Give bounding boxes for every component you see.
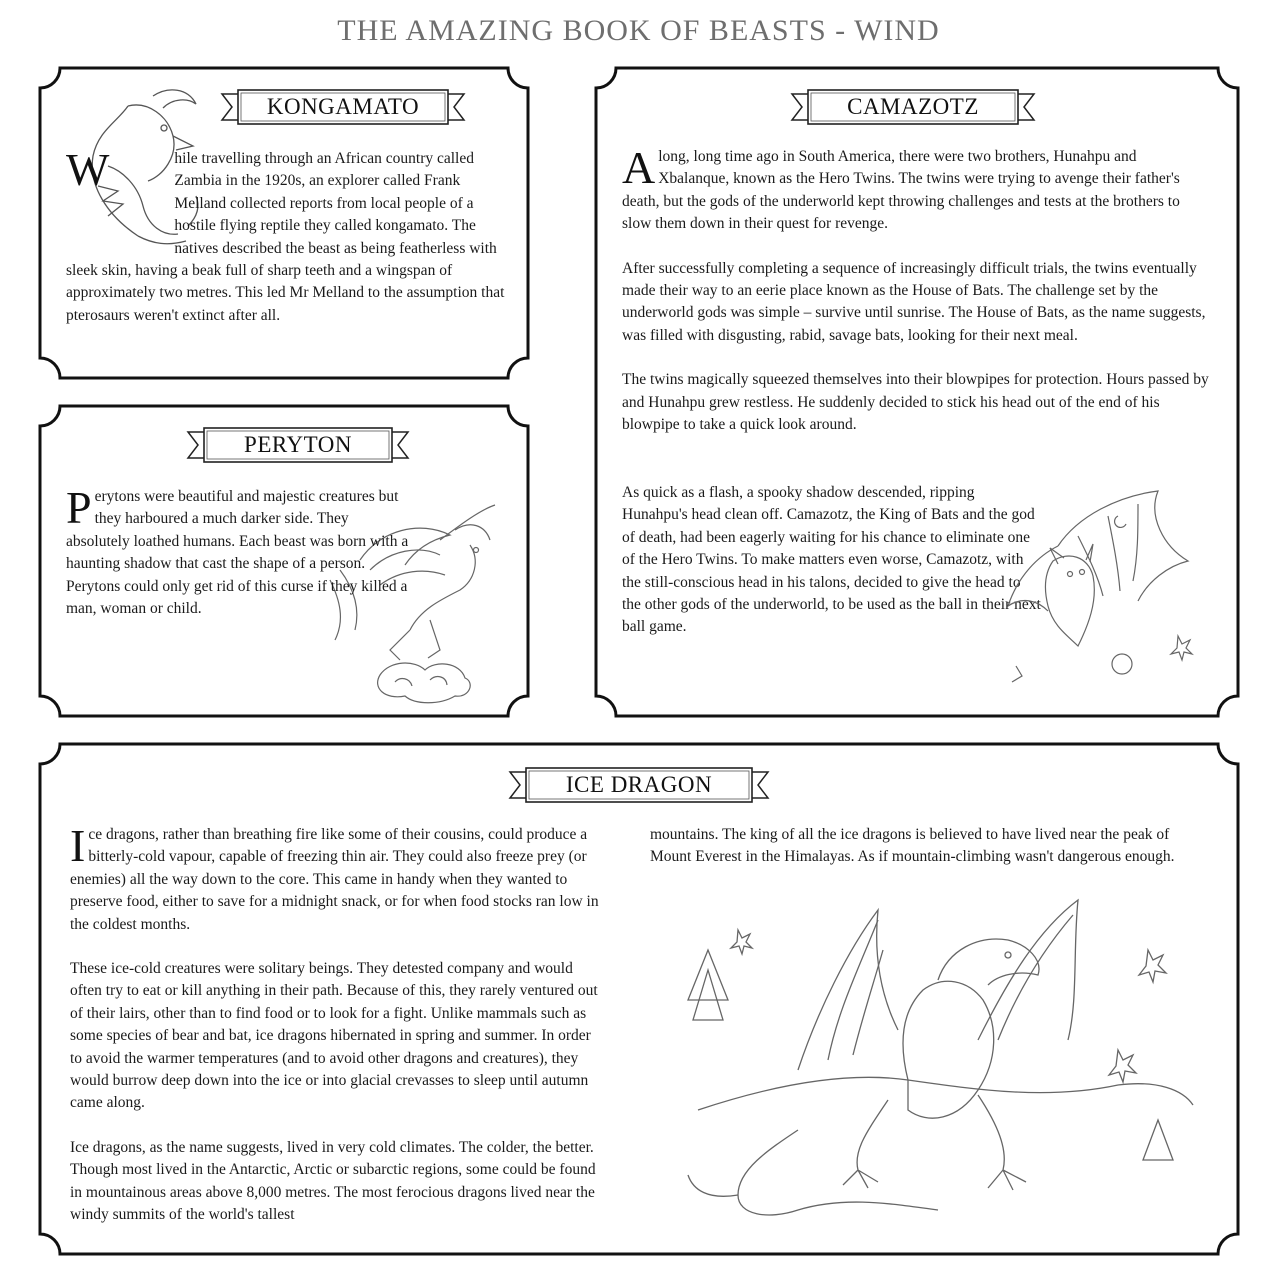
body-paragraph: hile travelling through an African country called Zambia in the 1920s, an explorer called Frank Melland collected reports from local people of a hostile flying reptile they called kongamato. The natives described the beast as being featherless with sleek skin, having a beak full of sharp teeth and a wingspan of approximately two metres. This led Mr Melland to the assumption that pterosaurs weren't extinct after all. — [66, 150, 505, 324]
body-paragraph: The twins magically squeezed themselves into their blowpipes for protection. Hours passed by and Hunahpu grew restless. He suddenly decided to stick his head out of the end of his blowpipe to take a quick look around. — [622, 371, 1209, 434]
body-paragraph: These ice-cold creatures were solitary beings. They detested company and would often try to eat or kill anything in their path. Because of this, they rarely ventured out of their lairs, other than to find food or to look for a fight. Unlike mammals such as some species of bear and bat, ice dragons hibernated in spring and summer. In order to avoid the warmer temperatures (and to avoid other dragons and creatures), they would burrow deep down into the ice or into glacial crevasses to sleep until autumn came along. — [70, 960, 598, 1112]
page-title: THE AMAZING BOOK OF BEASTS - WIND — [337, 14, 940, 47]
drop-cap: W — [66, 144, 110, 195]
body-paragraph: Ice dragons, as the name suggests, lived in very cold climates. The colder, the better. Though most lived in the Antarctic, Arctic or subarctic regions, some could be found in mountainous areas above 8,000 metres. The most ferocious dragons lived near the windy summits of the world's tallest — [70, 1138, 596, 1224]
banner-camazotz — [790, 88, 1036, 126]
dragon-icon — [678, 890, 1198, 1250]
ice-dragon-text-right — [650, 824, 1198, 869]
peryton-text — [66, 482, 412, 620]
card-kongamato — [38, 66, 530, 380]
drop-cap: A — [622, 142, 656, 193]
body-paragraph: ce dragons, rather than breathing fire like some of their cousins, could produce a bitterly-cold vapour, capable of freezing thin air. They could also freeze prey (or enemies) all the way down to the core. This came in handy when they wanted to preserve food, either to save for a midnight snack, or for when food stocks ran low in the coldest months. — [70, 826, 599, 933]
drop-cap: I — [70, 820, 86, 871]
card-peryton — [38, 404, 530, 718]
kongamato-text — [66, 144, 512, 327]
bat-icon — [998, 486, 1198, 696]
ice-dragon-text-left — [70, 820, 602, 1227]
body-paragraph: erytons were beautiful and majestic creatures but they harboured a much darker side. They absolutely loathed humans. Each beast was born with a haunting shadow that cast the shape of a person. Perytons could only get rid of this curse if they killed a man, woman or child. — [66, 488, 409, 618]
body-paragraph: mountains. The king of all the ice dragons is believed to have lived near the peak of Mount Everest in the Himalayas. As if mountain-climbing wasn't dangerous enough. — [650, 826, 1175, 866]
card-title: ICE DRAGON — [565, 772, 713, 797]
body-paragraph: As quick as a flash, a spooky shadow descended, ripping Hunahpu's head clean off. Camazotz, the King of Bats and the god of death, had been eagerly waiting for his chance to eliminate one of the Hero Twins. To make matters even worse, Camazotz, with the still-conscious head in his talons, decided to give the head to the other gods of the underworld, to be used as the ball in their next ball game. — [622, 484, 1041, 636]
banner-kongamato — [220, 88, 466, 126]
card-title: PERYTON — [244, 432, 352, 457]
card-ice-dragon — [38, 742, 1240, 1256]
body-paragraph: long, long time ago in South America, there were two brothers, Hunahpu and Xbalanque, known as the Hero Twins. The twins were trying to avenge their father's death, but the gods of the underworld kept throwing challenges and tests at the brothers to slow them down in their quest for revenge. — [622, 148, 1180, 233]
card-title: CAMAZOTZ — [847, 94, 979, 119]
banner-ice-dragon — [508, 766, 770, 804]
camazotz-text-top — [622, 142, 1210, 436]
body-paragraph: After successfully completing a sequence of increasingly difficult trials, the twins eventually made their way to an eerie place known as the House of Bats. The challenge set by the underworld gods was simple – survive until sunrise. The House of Bats, as the name suggests, was filled with disgusting, rabid, savage bats, looking for their next meal. — [622, 259, 1206, 344]
camazotz-text-bottom — [622, 482, 1042, 639]
drop-cap: P — [66, 482, 92, 533]
card-camazotz — [594, 66, 1240, 718]
card-title: KONGAMATO — [266, 94, 420, 119]
banner-peryton — [186, 426, 410, 464]
